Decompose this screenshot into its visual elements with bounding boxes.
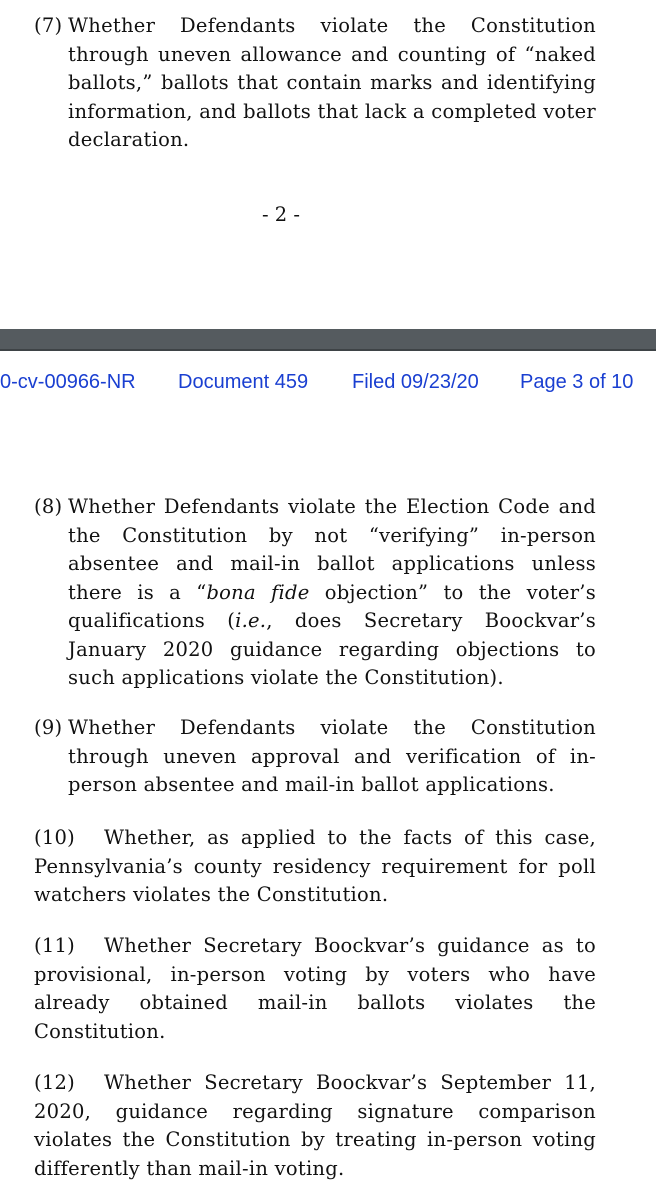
paragraph-8 <box>34 493 596 693</box>
paragraph-number: (7) <box>34 14 63 37</box>
page-divider <box>0 329 656 351</box>
paragraph-number: (9) <box>34 716 63 739</box>
page-indicator: Page 3 of 10 <box>520 371 634 393</box>
text-segment: , does Secretary Boockvar’s January 2020 guidance regarding objections to such applications violate the Constitution). <box>68 609 597 689</box>
paragraph-9 <box>34 714 596 800</box>
paragraph-number: (11) <box>34 934 76 957</box>
italic-term: bona fide <box>206 580 310 604</box>
paragraph-text: Whether Defendants violate the Constitution through uneven approval and verification of in-person absentee and mail-in ballot applications. <box>68 716 596 796</box>
case-number: 0-cv-00966-NR <box>0 371 136 393</box>
document-header <box>0 371 656 401</box>
paragraph-7 <box>34 12 596 155</box>
paragraph-number: (8) <box>34 495 63 518</box>
filed-date: Filed 09/23/20 <box>352 371 479 393</box>
paragraph-number: (10) <box>34 826 76 849</box>
document-number-link[interactable]: Document 459 <box>178 371 309 393</box>
paragraph-text: Whether, as applied to the facts of this case, Pennsylvania’s county residency requirement for poll watchers violates the Constitution. <box>34 826 596 906</box>
paragraph-11 <box>34 932 596 1046</box>
italic-term: i.e. <box>235 609 267 632</box>
paragraph-number: (12) <box>34 1071 76 1094</box>
text-segment: objection” to the voter’s qualifications ( <box>68 580 596 632</box>
paragraph-text <box>34 493 596 693</box>
paragraph-10 <box>34 824 596 910</box>
paragraph-12 <box>34 1069 596 1183</box>
text-segment: Whether Defendants violate the Election Code and the Constitution by not “verifying” in-person absentee and mail-in ballot applications unless there is a “ <box>68 495 596 604</box>
paragraph-text: Whether Secretary Boockvar’s September 11, 2020, guidance regarding signature comparison violates the Constitution by treating in-person voting differently than mail-in voting. <box>34 1071 596 1180</box>
page-number: - 2 - <box>262 203 300 226</box>
paragraph-text: Whether Secretary Boockvar’s guidance as to provisional, in-person voting by voters who have already obtained mail-in ballots violates the Constitution. <box>34 934 596 1043</box>
paragraph-text: Whether Defendants violate the Constitution through uneven allowance and counting of “naked ballots,” ballots that contain marks and identifying information, and ballots that lack a completed voter declaration. <box>68 14 596 151</box>
